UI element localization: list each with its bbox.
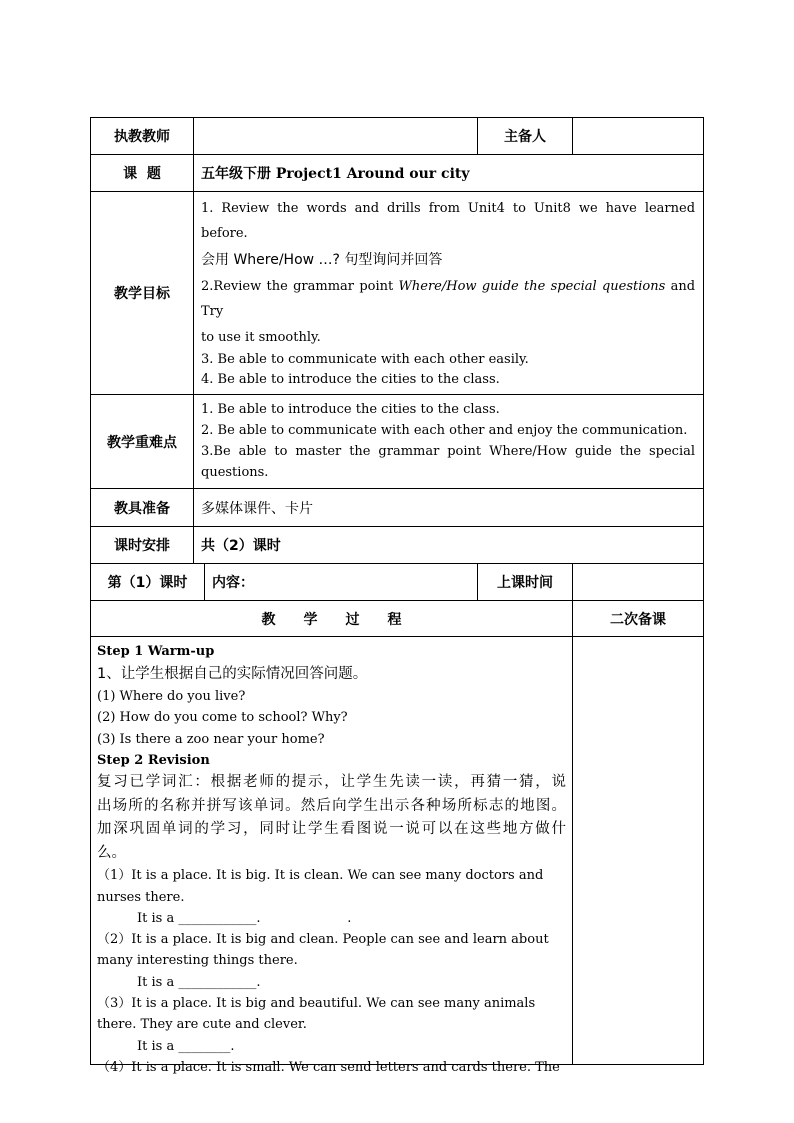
key-point-3: 3.Be able to master the grammar point Where/How guide the special [201, 443, 696, 459]
objective-line-1: 1. Review the words and drills from Unit4 to Unit8 we have learned before. [201, 201, 696, 242]
process-char-4: 程 [387, 611, 402, 628]
step1-intro: 1、让学生根据自己的实际情况回答问题。 [97, 665, 368, 682]
item-2-line-1: （2）It is a place. It is big and clean. People can see and learn about [97, 932, 549, 948]
schedule-label: 课时安排 [91, 527, 194, 564]
class-time-label: 上课时间 [478, 564, 573, 601]
objective-line-1-cn: 会用 Where/How …? 句型询问并回答 [201, 251, 443, 268]
class-time-value[interactable] [573, 564, 704, 601]
step2-title: Step 2 Revision [97, 752, 210, 768]
second-prep-header: 二次备课 [573, 601, 704, 637]
objectives-label: 教学目标 [91, 192, 194, 395]
teacher-value[interactable] [194, 118, 478, 155]
materials-value: 多媒体课件、卡片 [194, 489, 704, 527]
item-3-line-2: there. They are cute and clever. [97, 1017, 307, 1033]
content-label: 内容： [205, 564, 478, 601]
objective-line-3: 3. Be able to communicate with each other easily. [201, 352, 529, 368]
item-1-line-2: nurses there. [97, 889, 185, 905]
key-point-2: 2. Be able to communicate with each other and enjoy the communication. [201, 423, 688, 438]
materials-row [91, 489, 704, 527]
topic-row [91, 155, 704, 192]
lesson-plan-sheet [90, 117, 703, 1075]
question-1: (1) Where do you live? [97, 689, 246, 705]
process-header-row [91, 601, 704, 637]
second-prep-cell[interactable] [573, 637, 704, 1065]
preparer-label: 主备人 [478, 118, 573, 155]
process-header [91, 601, 573, 637]
step2-text-3: 加深巩固单词的学习，同时让学生看图说一说可以在这些地方做什 [97, 821, 567, 838]
topic-value: 五年级下册 Project1 Around our city [194, 155, 704, 192]
materials-label: 教具准备 [91, 489, 194, 527]
item-1-line-1: （1）It is a place. It is big. It is clean. We can see many doctors and [97, 868, 544, 884]
item-1-blank: It is a ____________. . [137, 910, 352, 926]
key-points-content [194, 395, 704, 489]
process-row [91, 637, 704, 1065]
objectives-content [194, 192, 704, 395]
item-3-line-1: （3）It is a place. It is big and beautiful. We can see many animals [97, 996, 536, 1012]
objective-line-2 [201, 274, 695, 325]
process-body [97, 641, 567, 1075]
teacher-label: 执教教师 [91, 118, 194, 155]
objective-2-emphasis: Where/How guide the special questions [398, 278, 666, 294]
objective-2-pre: 2.Review the grammar point [201, 278, 399, 294]
preparer-value[interactable] [573, 118, 704, 155]
key-point-3b: questions. [201, 464, 269, 480]
teacher-row [91, 118, 704, 155]
item-3-blank: It is a ________. [137, 1038, 235, 1054]
item-4-line-1: （4）It is a place. It is small. We can send letters and cards there. The [97, 1059, 560, 1075]
step2-text-2: 出场所的名称并拼写该单词。然后向学生出示各种场所标志的地图。 [97, 797, 567, 814]
key-points-row [91, 395, 704, 489]
item-2-blank: It is a ____________. [137, 974, 261, 990]
schedule-row [91, 527, 704, 564]
topic-label: 课 题 [91, 155, 194, 192]
objectives-row [91, 192, 704, 395]
item-2-line-2: many interesting things there. [97, 953, 298, 969]
question-3: (3) Is there a zoo near your home? [97, 731, 325, 747]
period-label: 第（1）课时 [91, 564, 205, 601]
process-char-1: 教 [261, 611, 276, 628]
lesson-row [91, 564, 704, 601]
key-point-1: 1. Be able to introduce the cities to the class. [201, 402, 500, 418]
key-points-label: 教学重难点 [91, 395, 194, 489]
step2-text-1: 复习已学词汇：根据老师的提示，让学生先读一读，再猜一猜，说 [97, 774, 567, 791]
objective-line-4: 4. Be able to introduce the cities to the class. [201, 372, 500, 388]
process-char-2: 学 [303, 611, 318, 628]
lesson-plan-table [90, 117, 704, 1075]
objective-2-post: and Try [201, 278, 696, 320]
process-content [91, 637, 573, 1075]
step1-title: Step 1 Warm-up [97, 644, 215, 660]
step2-text-4: 么。 [97, 844, 126, 861]
question-2: (2) How do you come to school? Why? [97, 710, 348, 726]
objective-line-2b: to use it smoothly. [201, 329, 321, 345]
schedule-value: 共（2）课时 [194, 527, 704, 564]
process-char-3: 过 [345, 611, 360, 628]
